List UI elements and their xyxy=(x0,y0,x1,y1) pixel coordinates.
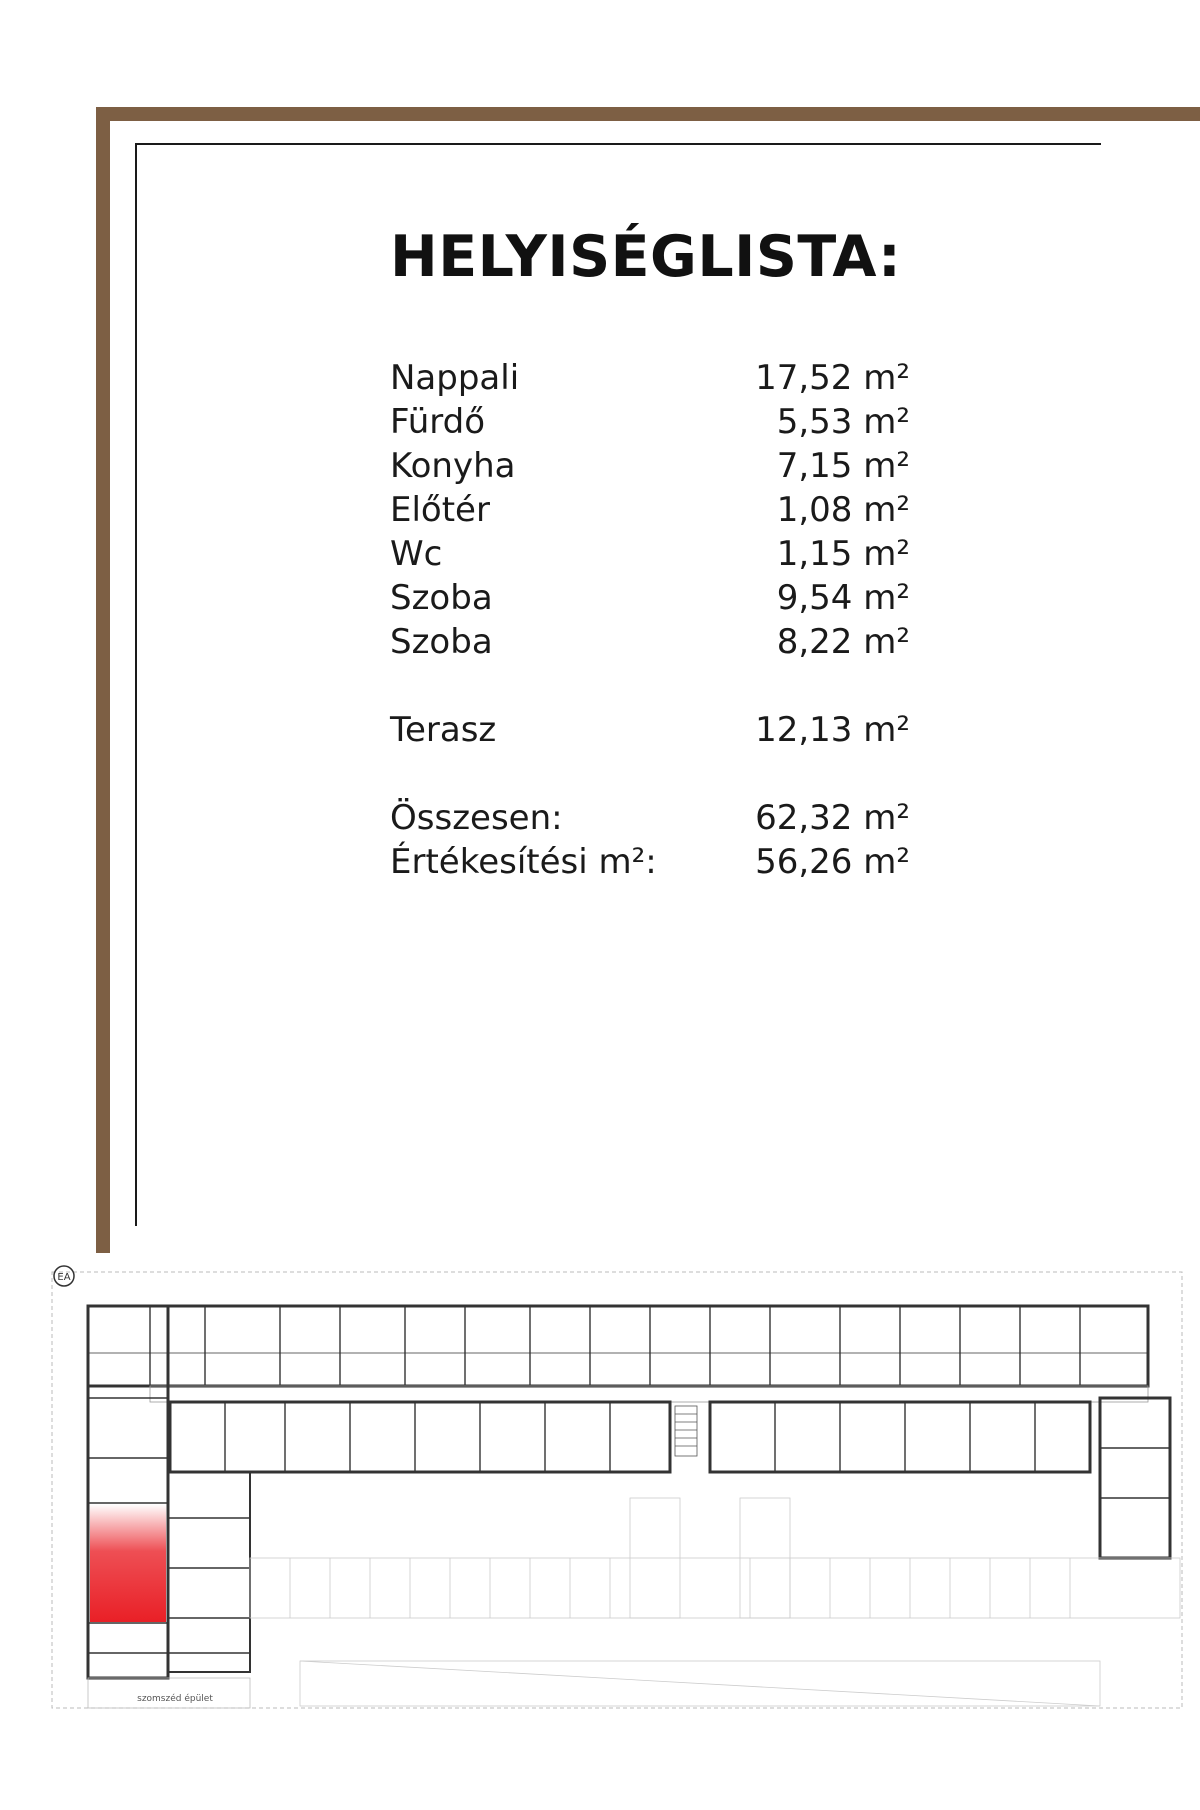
floor-plan-drawing xyxy=(50,1258,1185,1710)
room-name: Nappali xyxy=(390,358,520,398)
parking-area xyxy=(250,1498,1180,1706)
neighbor-label: szomszéd épület xyxy=(137,1694,213,1704)
inner-frame-left xyxy=(135,143,137,1226)
terrace-name: Terasz xyxy=(390,710,497,750)
sales-area-row xyxy=(390,840,910,884)
room-area: 8,22 m² xyxy=(776,622,910,662)
room-name: Szoba xyxy=(390,578,493,618)
inner-frame-top xyxy=(135,143,1101,145)
terrace-area: 12,13 m² xyxy=(755,710,910,750)
corridor xyxy=(150,1386,1148,1402)
room-row xyxy=(390,620,910,664)
logo-text: EA xyxy=(57,1272,71,1283)
middle-wing xyxy=(170,1398,1170,1558)
terrace-row xyxy=(390,708,910,752)
total-row xyxy=(390,796,910,840)
room-area: 1,08 m² xyxy=(776,490,910,530)
room-name: Wc xyxy=(390,534,443,574)
sales-area-name: Értékesítési m²: xyxy=(390,842,657,882)
room-name: Szoba xyxy=(390,622,493,662)
brown-frame-left xyxy=(96,107,110,1253)
floor-plan xyxy=(50,1258,1185,1710)
spacer xyxy=(390,664,910,708)
left-wing xyxy=(88,1306,250,1678)
room-area: 7,15 m² xyxy=(776,446,910,486)
sales-area-value: 56,26 m² xyxy=(755,842,910,882)
room-name: Konyha xyxy=(390,446,516,486)
total-area: 62,32 m² xyxy=(755,798,910,838)
room-row xyxy=(390,356,910,400)
room-list xyxy=(390,356,910,884)
room-area: 9,54 m² xyxy=(776,578,910,618)
room-row xyxy=(390,576,910,620)
room-row xyxy=(390,444,910,488)
room-row xyxy=(390,532,910,576)
room-name: Fürdő xyxy=(390,402,486,442)
total-name: Összesen: xyxy=(390,798,563,838)
room-area: 1,15 m² xyxy=(776,534,910,574)
page-title: HELYISÉGLISTA: xyxy=(390,224,902,290)
spacer xyxy=(390,752,910,796)
top-wing xyxy=(88,1306,1148,1386)
room-row xyxy=(390,488,910,532)
stair-icon xyxy=(675,1406,697,1456)
room-area: 17,52 m² xyxy=(755,358,910,398)
room-row xyxy=(390,400,910,444)
brown-frame-top xyxy=(96,107,1200,121)
room-area: 5,53 m² xyxy=(776,402,910,442)
highlighted-apartment xyxy=(90,1504,166,1622)
site-boundary xyxy=(52,1272,1182,1708)
room-name: Előtér xyxy=(390,490,490,530)
